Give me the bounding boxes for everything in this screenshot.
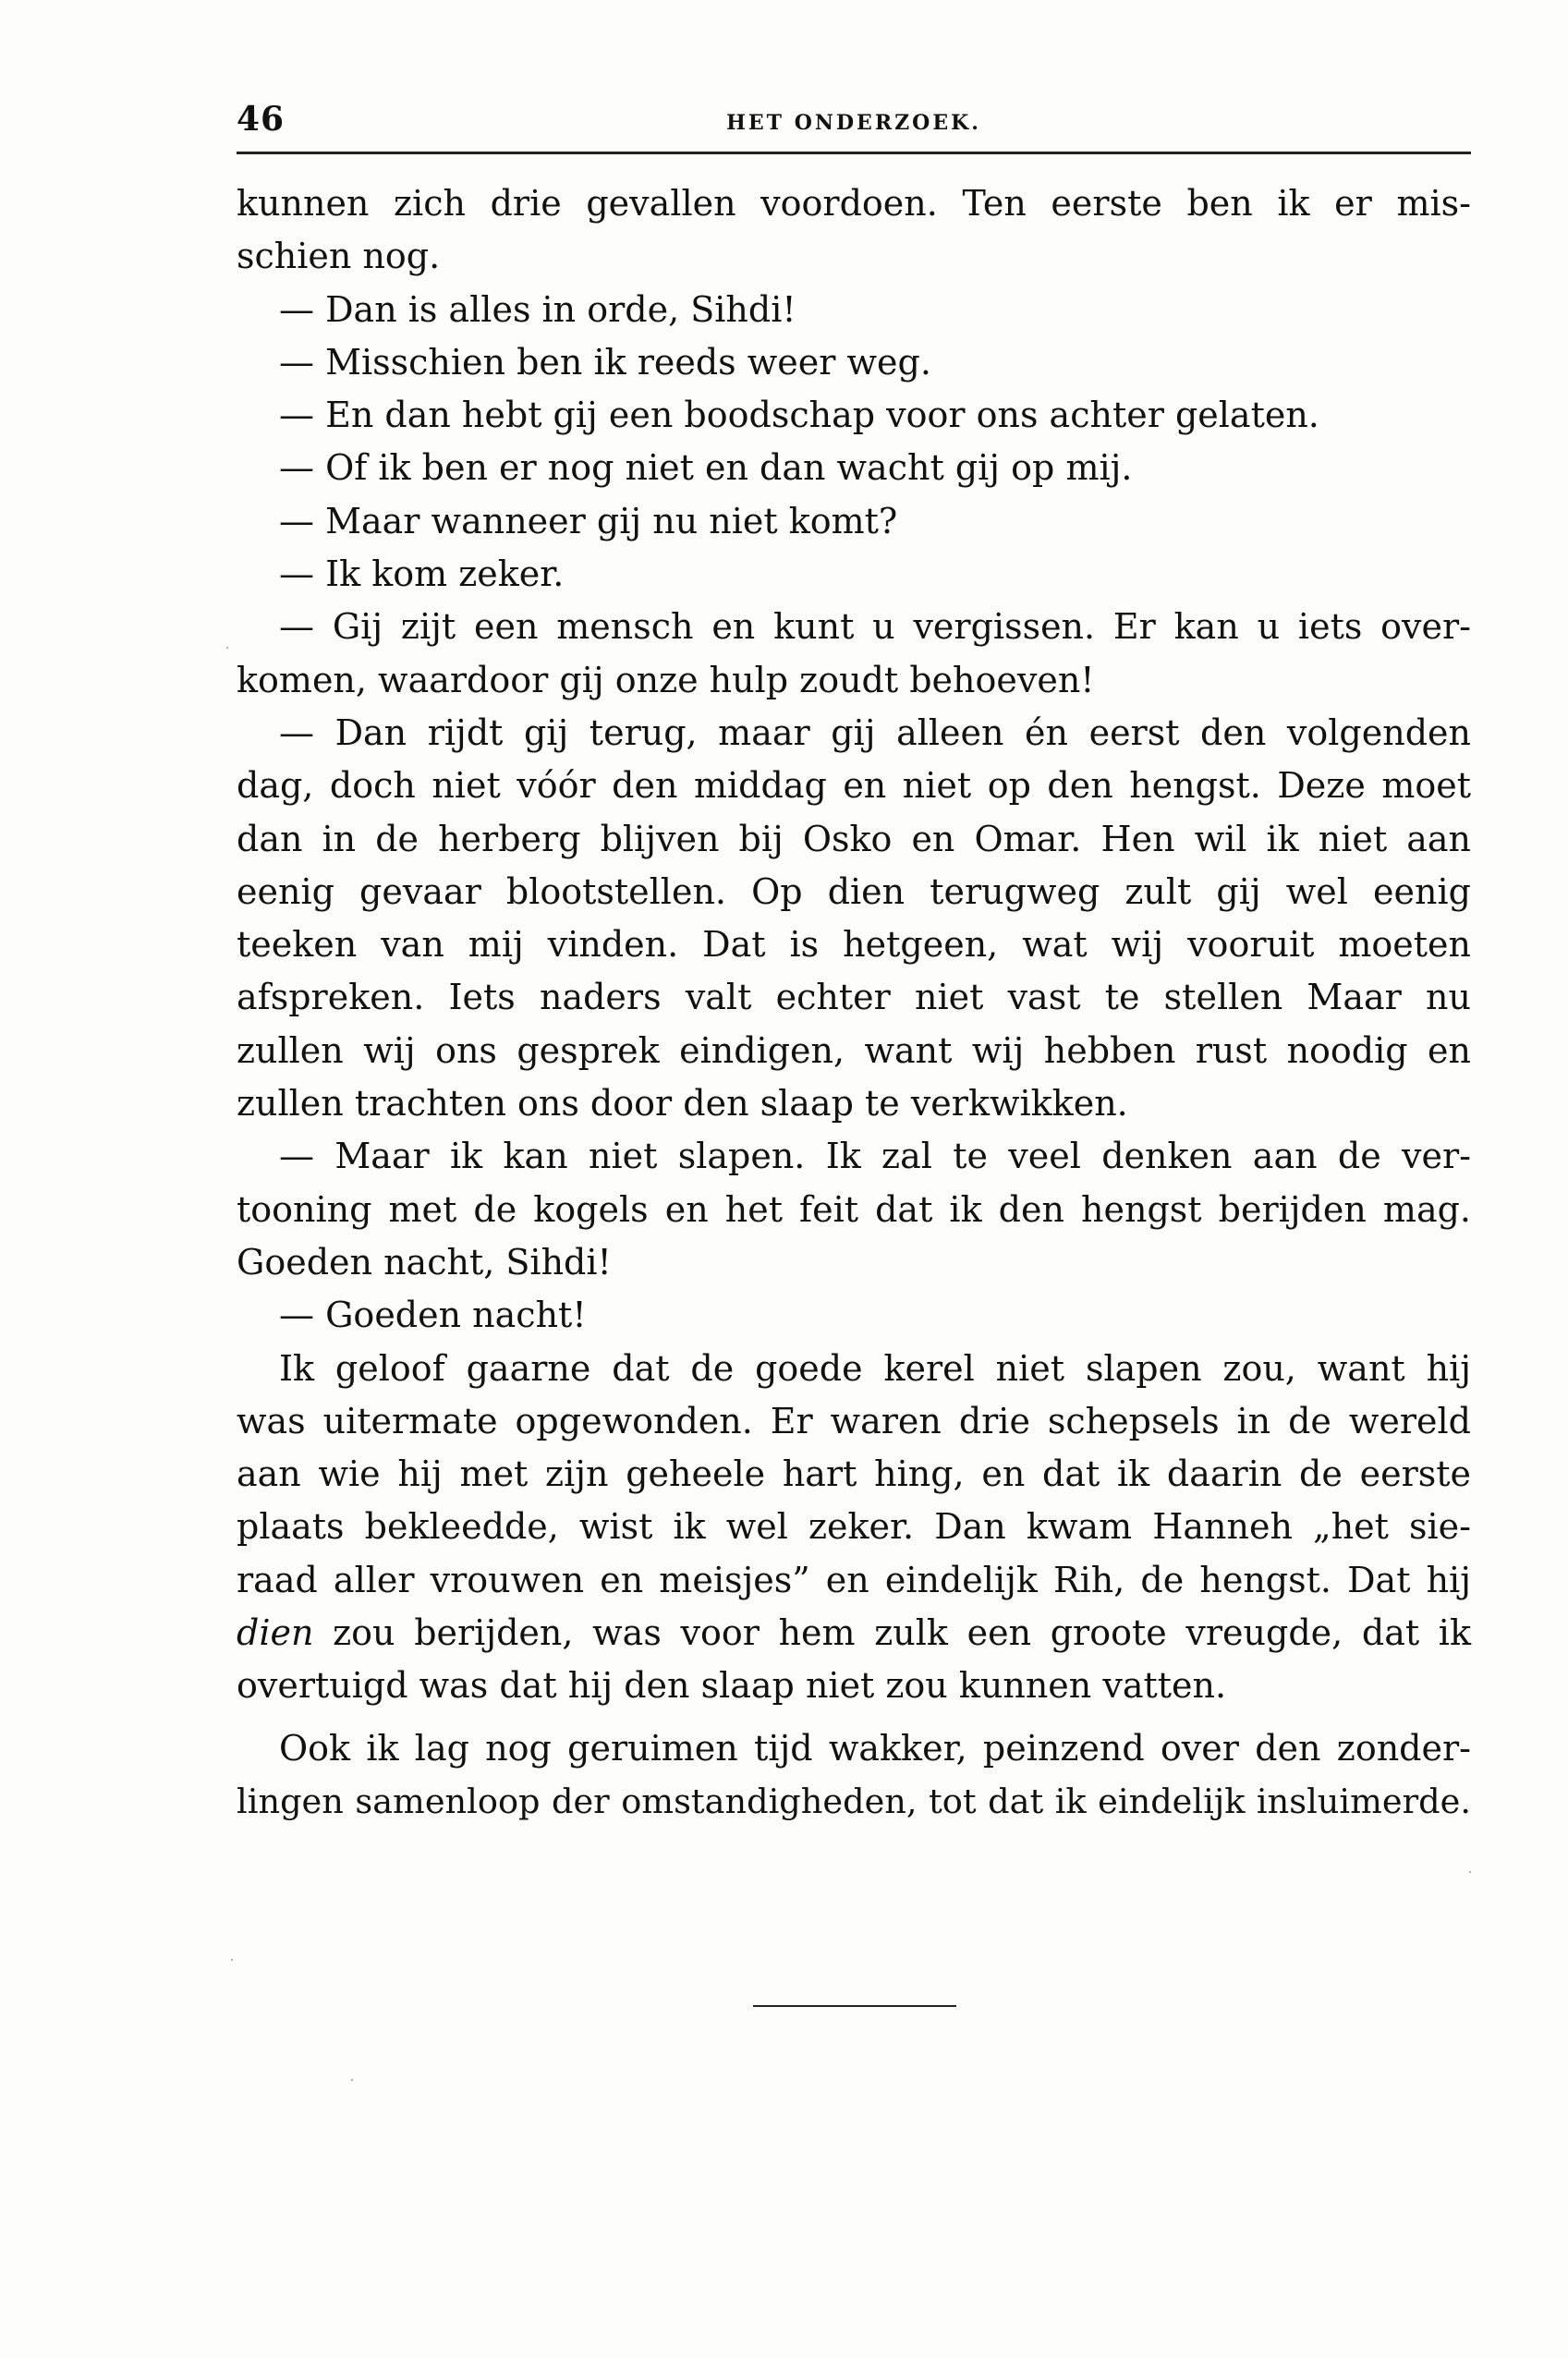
italic-word: dien: [237, 1612, 314, 1654]
body-text: [237, 177, 1471, 1828]
text-line: overtuigd was dat hij den slaap niet zou kunnen vatten.: [237, 1665, 1227, 1707]
text-line: dan in de herberg blijven bij Osko en Omar. Hen wil ik niet aan: [237, 818, 1471, 859]
text-line: aan wie hij met zijn geheele hart hing, en dat ik daarin de eerste: [237, 1453, 1471, 1495]
text-line: teeken van mij vinden. Dat is hetgeen, wat wij vooruit moeten: [237, 924, 1471, 966]
text-line: kunnen zich drie gevallen voordoen. Ten eerste ben ik er mis-: [237, 183, 1471, 224]
header-rule: [237, 152, 1471, 154]
text-line-with-italic: [237, 1607, 1471, 1660]
text-line: raad aller vrouwen en meisjes” en eindelijk Rih, de hengst. Dat hij: [237, 1559, 1471, 1600]
text-line-rest: zou berijden, was voor hem zulk een groote vreugde, dat ik: [333, 1612, 1471, 1654]
text-line: schien nog.: [237, 236, 441, 277]
text-line: Goeden nacht, Sihdi!: [237, 1241, 612, 1283]
text-line: dag, doch niet vóór den middag en niet op den hengst. Deze moet: [237, 765, 1471, 807]
dialogue-line: — Goeden nacht!: [279, 1295, 587, 1336]
text-line: eenig gevaar blootstellen. Op dien terugweg zult gij wel eenig: [237, 870, 1471, 912]
paper-speck: [351, 2079, 353, 2081]
dialogue-line: — Dan rijdt gij terug, maar gij alleen én eerst den volgenden: [279, 711, 1471, 753]
dialogue-line: — Ik kom zeker.: [279, 553, 565, 595]
text-line: was uitermate opgewonden. Er waren drie schepsels in de wereld: [237, 1400, 1471, 1441]
text-line: zullen trachten ons door den slaap te verkwikken.: [237, 1083, 1128, 1125]
dialogue-line: — Misschien ben ik reeds weer weg.: [279, 341, 931, 383]
dialogue-line: — Maar wanneer gij nu niet komt?: [279, 500, 898, 541]
end-rule: [753, 2005, 956, 2007]
text-line: zullen wij ons gesprek eindigen, want wij hebben rust noodig en: [237, 1029, 1471, 1071]
paper-speck: [226, 647, 228, 649]
text-line: komen, waardoor gij onze hulp zoudt behoeven!: [237, 659, 1095, 700]
dialogue-line: — Of ik ben er nog niet en dan wacht gij op mij.: [279, 447, 1133, 489]
page-header: [237, 100, 1471, 152]
dialogue-line: — En dan hebt gij een boodschap voor ons achter gelaten.: [279, 395, 1319, 436]
page-number: 46: [237, 100, 286, 139]
dialogue-line: — Maar ik kan niet slapen. Ik zal te veel denken aan de ver-: [279, 1136, 1471, 1177]
paper-speck: [231, 1959, 233, 1961]
text-line: tooning met de kogels en het feit dat ik den hengst berijden mag.: [237, 1188, 1471, 1230]
text-line: plaats bekleedde, wist ik wel zeker. Dan kwam Hanneh „het sie-: [237, 1506, 1471, 1548]
paper-speck: [1469, 1871, 1471, 1873]
paragraph-line: Ik geloof gaarne dat de goede kerel niet slapen zou, want hij: [279, 1347, 1471, 1389]
running-title: HET ONDERZOEK.: [726, 111, 981, 135]
text-line: afspreken. Iets naders valt echter niet vast te stellen Maar nu: [237, 977, 1471, 1018]
text-line: lingen samenloop der omstandigheden, tot dat ik eindelijk insluimerde.: [237, 1781, 1471, 1821]
paragraph-line: Ook ik lag nog geruimen tijd wakker, peinzend over den zonder-: [279, 1727, 1471, 1769]
dialogue-line: — Gij zijt een mensch en kunt u vergissen. Er kan u iets over-: [279, 606, 1471, 648]
dialogue-line: — Dan is alles in orde, Sihdi!: [279, 288, 796, 330]
